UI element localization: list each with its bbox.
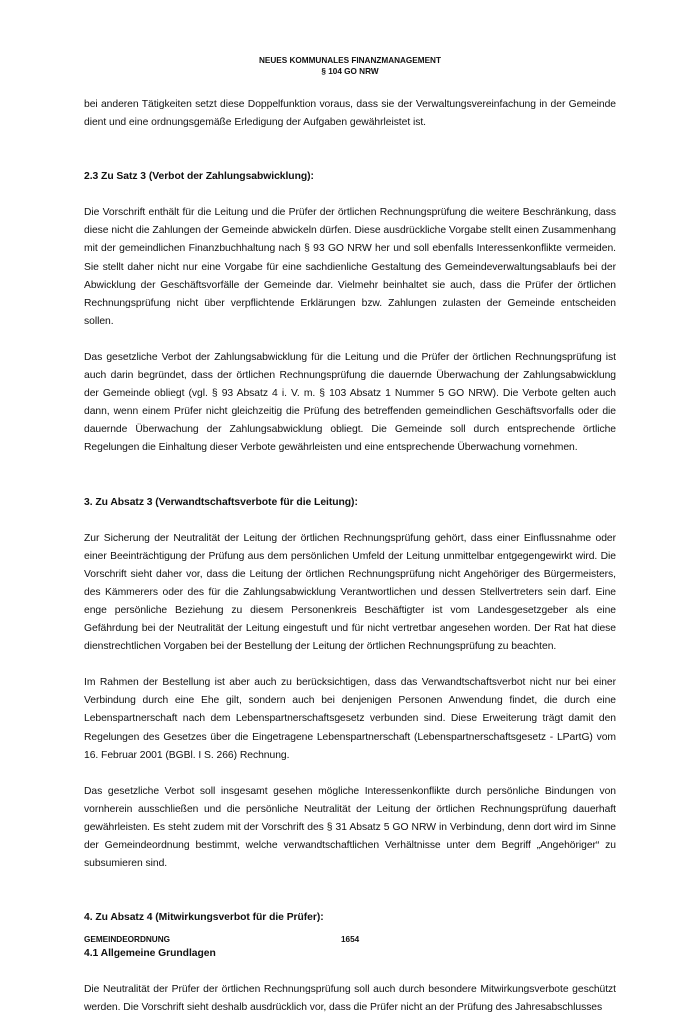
footer-title: GEMEINDEORDNUNG (84, 935, 170, 944)
paragraph-3-a: Zur Sicherung der Neutralität der Leitung der örtlichen Rechnungsprüfung gehört, dass einer Einflussnahme oder einer Beeinträchtigung der Prüfung aus dem persönlichen Umfeld der Leitung unmittelbar entgegengewirkt wird. Die Vorschrift sieht daher vor, dass die Leitung der örtlichen Rechnungsprüfung nicht Angehöriger des Bürgermeisters, des Kämmerers oder des für die Zahlungsabwicklung Verantwortlichen und dessen Stellvertreters sein darf. Eine enge persönliche Beziehung zu diesem Personenkreis Beschäftigter ist vom Landesgesetzgeber als eine Gefährdung bei der Neutralität der Leitung eingestuft und für nicht vertretbar angesehen worden. Der Rat hat diese dienstrechtlichen Vorgaben bei der Bestellung der Leitung der örtlichen Rechnungsprüfung zu beachten. (84, 532, 616, 653)
page-number: 1654 (341, 935, 360, 944)
header-title: NEUES KOMMUNALES FINANZMANAGEMENT (259, 56, 441, 65)
paragraph-3-b: Im Rahmen der Bestellung ist aber auch zu berücksichtigen, dass das Verwandtschaftsverbot nicht nur bei einer Verbindung durch eine Ehe gilt, sondern auch bei denjenigen Personen Anwendung findet, die durch eine Lebenspartnerschaft nach dem Lebenspartnerschaftsgesetz verbunden sind. Diese Erweiterung trägt damit den Regelungen des Gesetzes über die Eingetragene Lebenspartnerschaft (Lebenspartnerschaftsgesetz - LPartG) vom 16. Februar 2001 (BGBl. I S. 266) Rechnung. (84, 677, 616, 761)
heading-4: 4. Zu Absatz 4 (Mitwirkungsverbot für die Prüfer): (84, 912, 324, 924)
paragraph-intro: bei anderen Tätigkeiten setzt diese Doppelfunktion voraus, dass sie der Verwaltungsvereinfachung in der Gemeinde dient und eine ordnungsgemäße Erledigung der Aufgaben gewährleistet ist. (84, 99, 616, 129)
heading-2-3: 2.3 Zu Satz 3 (Verbot der Zahlungsabwicklung): (84, 171, 314, 183)
paragraph-2-3-b: Das gesetzliche Verbot der Zahlungsabwicklung für die Leitung und die Prüfer der örtlichen Rechnungsprüfung ist auch darin begründet, dass der örtlichen Rechnungsprüfung die dauernde Überwachung der Zahlungsabwicklung der Gemeinde obliegt (vgl. § 93 Absatz 4 i. V. m. § 103 Absatz 1 Nummer 5 GO NRW). Die Verbote gelten auch dann, wenn einem Prüfer nicht gleichzeitig die Prüfung des betreffenden gemeindlichen Geschäftsvorfalls oder die dauernde Überwachung der Zahlungsabwicklung obliegt. Die Gemeinde soll durch entsprechende örtliche Regelungen die Einhaltung dieser Verbote gewährleisten und eine entsprechende Überwachung vornehmen. (84, 351, 616, 454)
header-section: § 104 GO NRW (321, 66, 379, 76)
paragraph-4-1: Die Neutralität der Prüfer der örtlichen Rechnungsprüfung soll auch durch besondere Mitwirkungsverbote geschützt werden. Die Vorschrift sieht deshalb ausdrücklich vor, dass die Prüfer nicht an der Prüfung des Jahresabschlusses (84, 984, 616, 1014)
paragraph-2-3-a: Die Vorschrift enthält für die Leitung und die Prüfer der örtlichen Rechnungsprüfung die weitere Beschränkung, dass diese nicht die Zahlungen der Gemeinde abwickeln dürfen. Diese ausdrückliche Vorgabe stellt einen Zusammenhang mit der gemeindlichen Finanzbuchhaltung nach § 93 GO NRW her und soll ebenfalls Interessenkonflikte vermeiden. Sie stellt daher nicht nur eine Vorgabe für eine sachdienliche Gestaltung des Gemeindeverwaltungsablaufs bei der Abwicklung der Geschäftsvorfälle der Gemeinde dar. Vielmehr beinhaltet sie auch, dass die Prüfer der örtlichen Rechnungsprüfung nicht über verpflichtende Erklärungen bzw. Zahlungen zulasten der Gemeinde entscheiden sollen. (84, 207, 616, 327)
heading-3: 3. Zu Absatz 3 (Verwandtschaftsverbote für die Leitung): (84, 496, 358, 508)
heading-4-1: 4.1 Allgemeine Grundlagen (84, 948, 216, 960)
page-header (0, 56, 700, 77)
paragraph-3-c: Das gesetzliche Verbot soll insgesamt gesehen mögliche Interessenkonflikte durch persönliche Bindungen von vornherein ausschließen und die persönliche Neutralität der Leitung der örtlichen Rechnungsprüfung dauerhaft gewährleisten. Es steht zudem mit der Vorschrift des § 31 Absatz 5 GO NRW in Verbindung, denn dort wird im Sinne der Gemeindeordnung bestimmt, welche verwandtschaftlichen Verhältnisse unter dem Begriff „Angehöriger“ zu subsumieren sind. (84, 785, 616, 870)
document-body (84, 96, 616, 1018)
